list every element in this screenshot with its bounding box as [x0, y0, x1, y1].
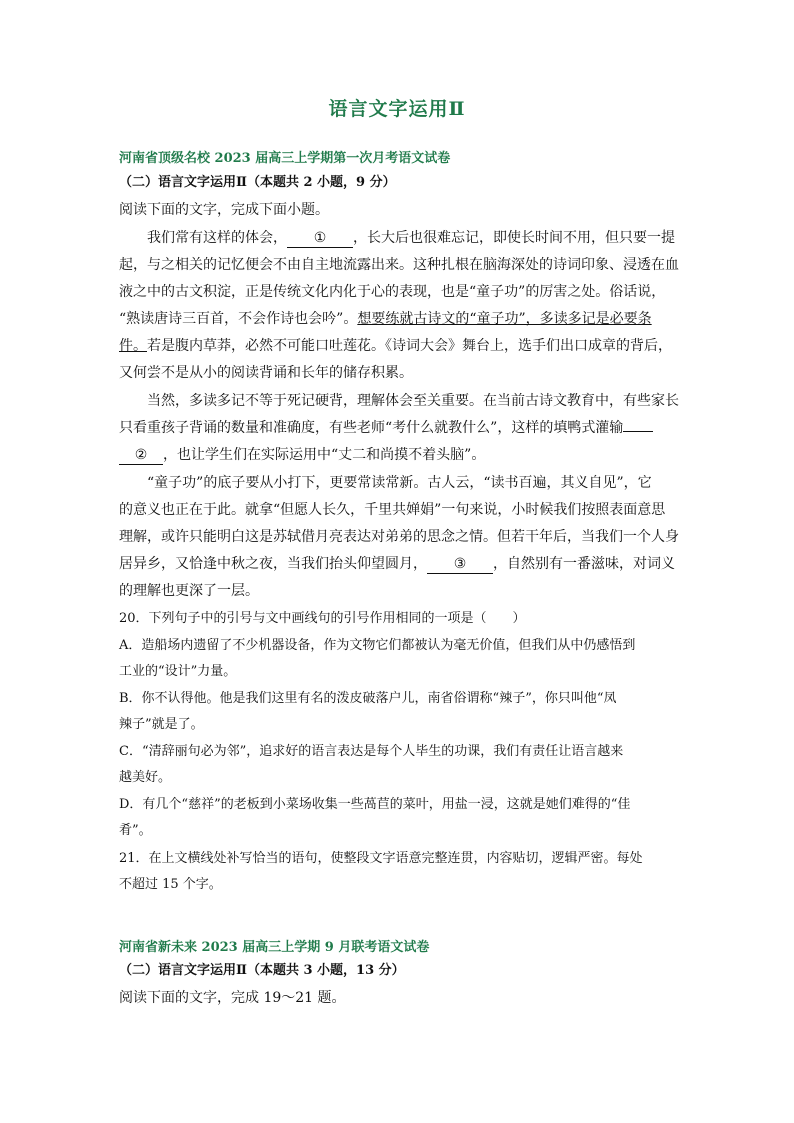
q20-option-b-line2: 辣子”就是了。 — [119, 717, 204, 732]
p2-line3-text: ，也让学生们在实际运用中“丈二和尚摸不着头脑”。 — [163, 447, 486, 463]
q20-option-c-line2: 越美好。 — [119, 770, 172, 785]
section1-instruction: 阅读下面的文字，完成下面小题。 — [119, 202, 329, 218]
p2-line2 — [119, 415, 679, 441]
p1-line4 — [119, 306, 679, 332]
p3-line1: “童子功”的底子要从小打下，更要常读常新。古人云，“读书百遍，其义自见”，它 — [147, 475, 652, 491]
blank-2: ② — [119, 446, 163, 465]
p1-line1 — [147, 225, 679, 251]
q21-line1: 21．在上文横线处补写恰当的语句，使整段文字语意完整连贯，内容贴切，逻辑严密。每处 — [119, 851, 643, 866]
p1-line6: 又何尝不是从小的阅读背诵和长年的储存积累。 — [119, 365, 413, 381]
section1-source: 河南省顶级名校 2023 届高三上学期第一次月考语文试卷 — [119, 151, 451, 166]
p1-line3: 液之中的古文积淀，正是传统文化内化于心的表现，也是“童子功”的厉害之处。俗话说， — [119, 284, 666, 300]
p1-line2: 起，与之相关的记忆便会不由自主地流露出来。这种扎根在脑海深处的诗词印象、浸透在血 — [119, 257, 679, 273]
p3-line4-rest: ，自然别有一番滋味，对词义 — [493, 556, 675, 572]
q20-option-d-line2: 肴”。 — [119, 823, 152, 838]
p3-line4-text: 居异乡，又恰逢中秋之夜，当我们抬头仰望圆月， — [119, 556, 427, 572]
q20-option-a-line2: 工业的“设计”力量。 — [119, 664, 237, 679]
p1-line1-text: 我们常有这样的体会， — [147, 230, 287, 246]
p1-line1-rest: ，长大后也很难忘记，即使长时间不用，但只要一提 — [353, 230, 675, 246]
blank-1: ① — [287, 229, 353, 248]
q21-line2: 不超过 15 个字。 — [119, 877, 222, 892]
p1-line4-text: “熟读唐诗三百首，不会作诗也会吟”。 — [119, 311, 358, 327]
q20-stem: 20．下列句子中的引号与文中画线句的引号作用相同的一项是（ ） — [119, 611, 526, 626]
section1-header: （二）语言文字运用Ⅱ（本题共 2 小题，9 分） — [119, 175, 396, 190]
blank-2-start — [623, 431, 653, 432]
p3-line4 — [119, 551, 679, 577]
q20-option-d-line1: D．有几个“慈祥”的老板到小菜场收集一些萵苣的菜叶，用盐一浸，这就是她们难得的“佳 — [119, 797, 631, 812]
p3-line2: 的意义也正在于此。就拿“但愿人长久，千里共婵娟”一句来说，小时候我们按照表面意思 — [119, 502, 666, 518]
p2-line1: 当然，多读多记不等于死记硬背，理解体会至关重要。在当前古诗文教育中，有些家长 — [147, 393, 679, 409]
p1-line5-text: 若是腹内草莽，必然不可能口吐莲花。《诗词大会》舞台上，选手们出口成章的背后， — [147, 338, 672, 354]
p3-line5: 的理解也更深了一层。 — [119, 583, 259, 599]
section2-instruction: 阅读下面的文字，完成 19～21 题。 — [119, 990, 346, 1006]
underlined-sentence-end: 件。 — [119, 338, 147, 354]
p2-line2-text: 只看重孩子背诵的数量和准确度，有些老师“考什么就教什么”，这样的填鸭式灌输 — [119, 420, 624, 436]
q20-option-a-line1: A．造船场内遗留了不少机器设备，作为文物它们都被认为毫无价值，但我们从中仍感悟到 — [119, 638, 636, 653]
section2-header: （二）语言文字运用Ⅱ（本题共 3 小题，13 分） — [119, 963, 405, 978]
blank-3: ③ — [427, 555, 493, 574]
p1-line5 — [119, 333, 679, 359]
section2-source: 河南省新未来 2023 届高三上学期 9 月联考语文试卷 — [119, 940, 430, 955]
q20-option-c-line1: C．“清辞丽句必为邻”，追求好的语言表达是每个人毕生的功课，我们有责任让语言越来 — [119, 744, 624, 759]
page-title: 语言文字运用Ⅱ — [328, 98, 466, 120]
q20-option-b-line1: B．你不认得他。他是我们这里有名的泼皮破落户儿，南省俗谓称“辣子”，你只叫他“凤 — [119, 691, 617, 706]
p2-line3 — [119, 442, 679, 468]
underlined-sentence: 想要练就古诗文的“童子功”，多读多记是必要条 — [357, 311, 652, 327]
p3-line3: 理解，或许只能明白这是苏轼借月亮表达对弟弟的思念之情。但若干年后，当我们一个人身 — [119, 529, 679, 545]
